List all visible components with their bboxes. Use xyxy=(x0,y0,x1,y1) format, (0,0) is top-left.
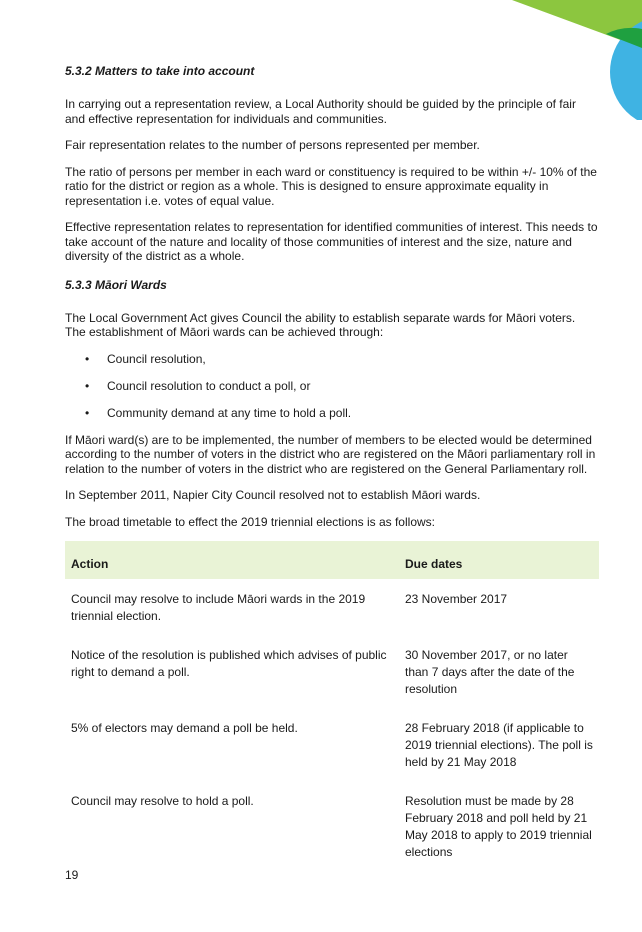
section-533-intro: The Local Government Act gives Council the ability to establish separate wards for Māori voters. The establishment of Māori wards can be achieved through: xyxy=(65,310,576,339)
section-533-paragraph: In September 2011, Napier City Council resolved not to establish Māori wards. xyxy=(65,488,481,502)
table-header-row xyxy=(65,541,599,579)
section-533-paragraph: The broad timetable to effect the 2019 triennial elections is as follows: xyxy=(65,514,435,529)
section-532-paragraph: The ratio of persons per member in each ward or constituency is required to be within +/- 10% of the ratio for the district or region as a whole. This is designed to ensure approximate equality in representation i.e. votes of equal value. xyxy=(65,164,597,208)
action-cell: Notice of the resolution is published which advises of public right to demand a poll. xyxy=(71,648,387,679)
due-date-cell: 30 November 2017, or no later than 7 days after the date of the resolution xyxy=(405,648,575,696)
section-533-paragraph: If Māori ward(s) are to be implemented, the number of members to be elected would be determined according to the number of voters in the district who are registered on the Māori parliamentary roll in relation to the number of voters in the district who are registered on the General Parliamentary roll. xyxy=(65,432,596,476)
table-row xyxy=(65,579,599,635)
list-item xyxy=(65,379,599,394)
due-date-cell: 23 November 2017 xyxy=(405,592,508,606)
column-header-due-dates: Due dates xyxy=(399,541,599,579)
section-533-heading: 5.3.3 Māori Wards xyxy=(65,277,167,292)
timetable xyxy=(65,541,599,871)
list-item-text: Council resolution, xyxy=(107,351,206,366)
table-row xyxy=(65,781,599,871)
section-532-paragraph: Effective representation relates to representation for identified communities of interest. This needs to take account of the nature and locality of those communities of interest and the size, nature and diversity of the district as a whole. xyxy=(65,220,598,263)
section-532-heading: 5.3.2 Matters to take into account xyxy=(65,64,255,78)
page-body xyxy=(65,62,599,871)
list-item xyxy=(65,352,599,367)
bullet-icon: • xyxy=(85,378,90,393)
action-cell: 5% of electors may demand a poll be held. xyxy=(71,721,298,735)
action-cell: Council may resolve to hold a poll. xyxy=(71,794,254,808)
list-item-text: Community demand at any time to hold a poll. xyxy=(107,405,352,420)
list-item xyxy=(65,406,599,421)
column-header-action: Action xyxy=(65,541,399,579)
bullet-icon: • xyxy=(85,351,90,366)
list-item-text: Council resolution to conduct a poll, or xyxy=(107,378,311,393)
bullet-list xyxy=(65,352,599,421)
bullet-icon: • xyxy=(85,405,90,420)
due-date-cell: Resolution must be made by 28 February 2018 and poll held by 21 May 2018 to apply to 2019 triennial elections xyxy=(405,794,592,859)
page-number: 19 xyxy=(65,868,79,882)
table-row xyxy=(65,708,599,781)
section-532-paragraph: Fair representation relates to the number of persons represented per member. xyxy=(65,138,480,152)
action-cell: Council may resolve to include Māori wards in the 2019 triennial election. xyxy=(71,592,366,623)
section-532-paragraph: In carrying out a representation review, a Local Authority should be guided by the principle of fair and effective representation for individuals and communities. xyxy=(65,97,576,126)
due-date-cell: 28 February 2018 (if applicable to 2019 triennial elections). The poll is held by 21 May 2018 xyxy=(405,721,593,769)
table-row xyxy=(65,635,599,708)
